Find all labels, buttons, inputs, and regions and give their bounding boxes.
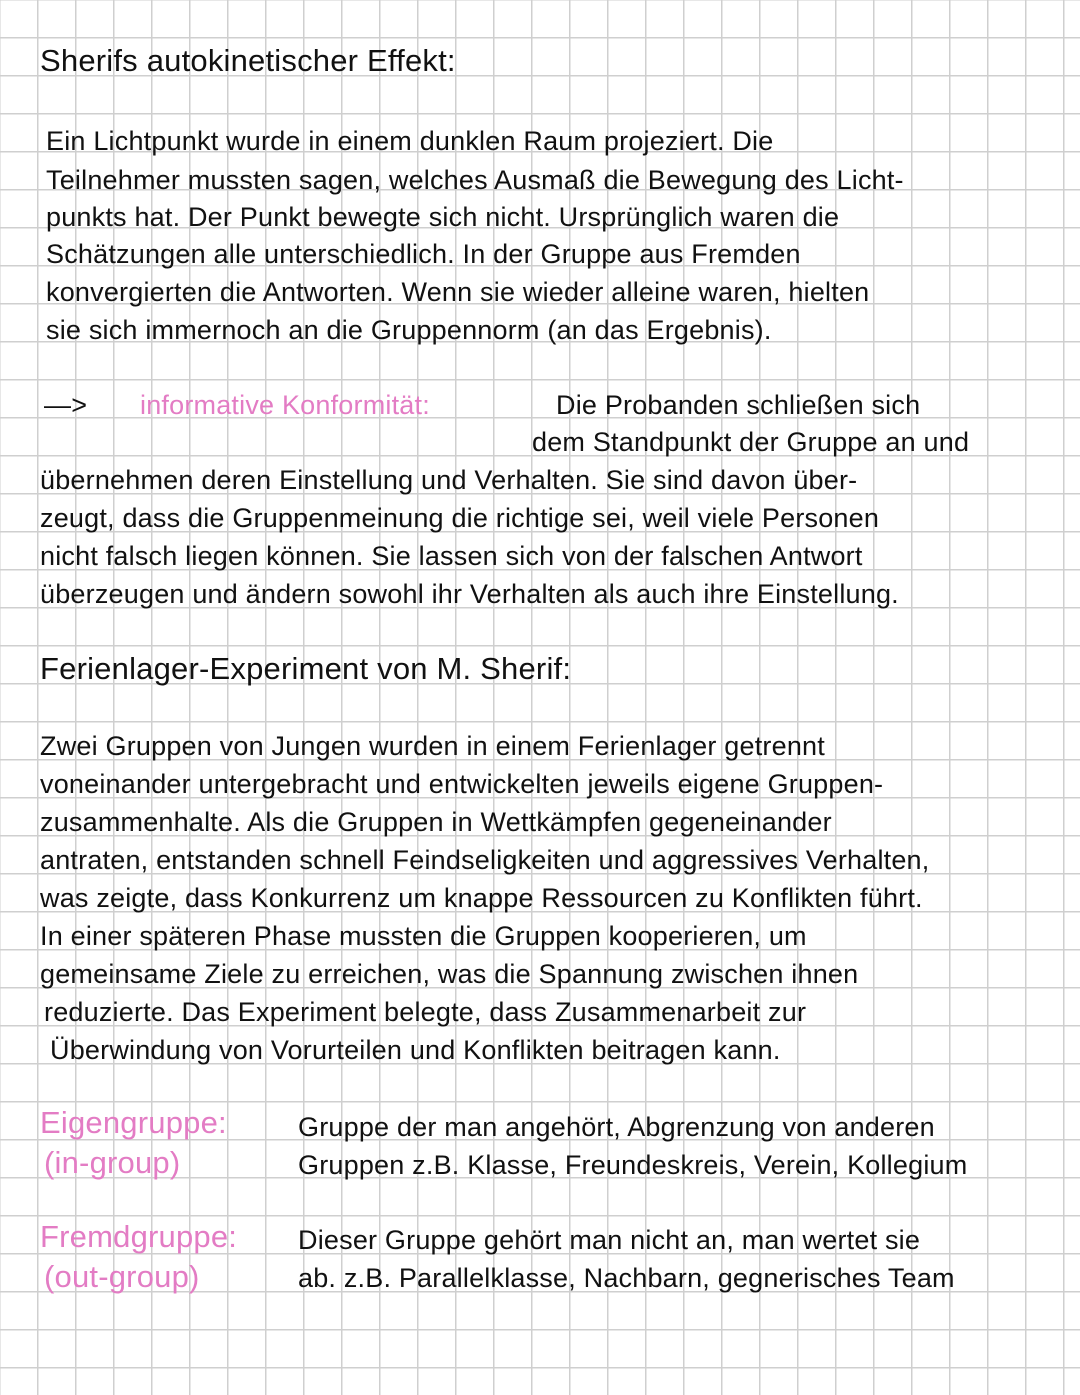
- term-informative-conformity: informative Konformität:: [140, 390, 430, 420]
- text-line: In einer späteren Phase mussten die Gruppen kooperieren, um: [40, 921, 807, 951]
- text-line: sie sich immernoch an die Gruppennorm (an das Ergebnis).: [46, 315, 772, 345]
- term-in-group: (in-group): [44, 1145, 181, 1180]
- text-line: was zeigte, dass Konkurrenz um knappe Ressourcen zu Konflikten führt.: [40, 883, 923, 913]
- text-line: Schätzungen alle unterschiedlich. In der Gruppe aus Fremden: [46, 239, 801, 269]
- text-line: antraten, entstanden schnell Feindseligkeiten und aggressives Verhalten,: [40, 845, 930, 875]
- text-line: Teilnehmer mussten sagen, welches Ausmaß die Bewegung des Licht-: [46, 165, 904, 195]
- arrow-icon: —>: [44, 390, 88, 420]
- text-line: dem Standpunkt der Gruppe an und: [532, 427, 970, 457]
- text-line: ab. z.B. Parallelklasse, Nachbarn, gegnerisches Team: [298, 1263, 955, 1293]
- text-line: reduzierte. Das Experiment belegte, dass Zusammenarbeit zur: [44, 997, 807, 1027]
- term-out-group: (out-group): [44, 1259, 200, 1294]
- text-line: Gruppen z.B. Klasse, Freundeskreis, Verein, Kollegium: [298, 1150, 968, 1180]
- text-line: gemeinsame Ziele zu erreichen, was die Spannung zwischen ihnen: [40, 959, 859, 989]
- text-line: Überwindung von Vorurteilen und Konflikten beitragen kann.: [50, 1035, 781, 1065]
- heading-summer-camp: Ferienlager-Experiment von M. Sherif:: [40, 651, 572, 686]
- text-line: Ein Lichtpunkt wurde in einem dunklen Raum projeziert. Die: [46, 126, 774, 156]
- text-line: Dieser Gruppe gehört man nicht an, man wertet sie: [298, 1225, 921, 1255]
- text-line: voneinander untergebracht und entwickelten jeweils eigene Gruppen-: [40, 769, 884, 799]
- heading-autokinetic-effect: Sherifs autokinetischer Effekt:: [40, 43, 456, 78]
- text-line: Gruppe der man angehört, Abgrenzung von anderen: [298, 1112, 935, 1142]
- text-line: konvergierten die Antworten. Wenn sie wieder alleine waren, hielten: [46, 277, 870, 307]
- text-line: übernehmen deren Einstellung und Verhalten. Sie sind davon über-: [40, 465, 858, 495]
- text-line: zusammenhalte. Als die Gruppen in Wettkämpfen gegeneinander: [40, 807, 832, 837]
- text-line: Zwei Gruppen von Jungen wurden in einem Ferienlager getrennt: [40, 731, 825, 761]
- text-line: Die Probanden schließen sich: [556, 390, 921, 420]
- text-line: nicht falsch liegen können. Sie lassen sich von der falschen Antwort: [40, 541, 863, 571]
- text-line: zeugt, dass die Gruppenmeinung die richtige sei, weil viele Personen: [40, 503, 880, 533]
- text-line: punkts hat. Der Punkt bewegte sich nicht. Ursprünglich waren die: [46, 202, 840, 232]
- text-line: überzeugen und ändern sowohl ihr Verhalten als auch ihre Einstellung.: [40, 579, 899, 609]
- term-fremdgruppe: Fremdgruppe:: [40, 1219, 238, 1254]
- term-eigengruppe: Eigengruppe:: [40, 1105, 227, 1140]
